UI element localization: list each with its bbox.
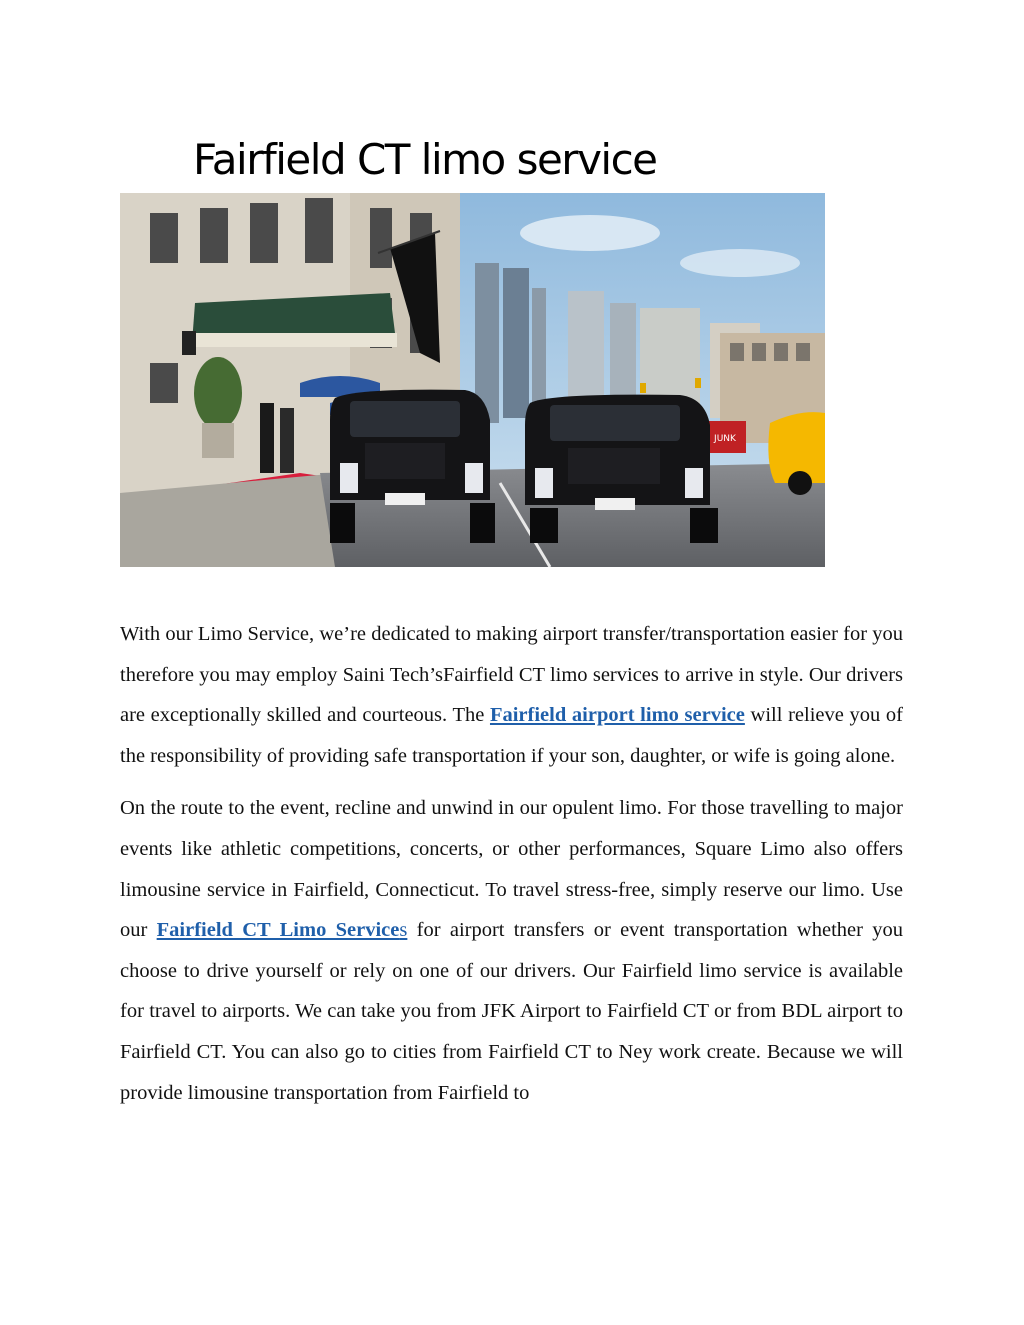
paragraph-1 xyxy=(120,614,903,776)
fairfield-airport-limo-service-link[interactable]: Fairfield airport limo service xyxy=(489,704,745,727)
paragraph-2-text: On the route to the event, recline and unwind in our opulent limo. For those travelling to major events like athletic competitions, concerts, or other performances, Square Limo also offers limousine service in Fairfield, Connecticut. To travel stress-free, simply reserve our limo. Use our xyxy=(120,797,903,942)
paragraph-2-text-after: for airport transfers or event transportation whether you choose to drive yourself or rely on one of our drivers. Our Fairfield limo service is available for travel to airports. We can take you from JFK Airport to Fairfield CT or from BDL airport to Fairfield CT. You can also go to cities from Fairfield CT to Ney work create. Because we will provide limousine transportation from Fairfield to xyxy=(120,919,903,1104)
paragraph-2 xyxy=(120,788,903,1113)
hero-photo xyxy=(120,193,825,567)
paragraph-1-text: With our Limo Service, we’re dedicated to making airport transfer/transportation easier for you therefore you may employ Saini Tech’sFairfield CT limo services to arrive in style. Our drivers are exceptionally skilled and courteous. The xyxy=(120,623,903,727)
fairfield-ct-limo-services-link[interactable]: Fairfield CT Limo Service xyxy=(156,919,400,942)
street-scene-icon xyxy=(120,193,825,567)
page-title: Fairfield CT limo service xyxy=(193,135,657,184)
fairfield-ct-limo-services-link-tail[interactable]: s xyxy=(399,919,408,942)
paragraph-1-text-after: will relieve you of the responsibility of providing safe transportation if your son, daughter, or wife is going alone. xyxy=(120,704,903,767)
article-body xyxy=(120,614,903,1125)
sign-text: JUNK xyxy=(714,434,736,444)
